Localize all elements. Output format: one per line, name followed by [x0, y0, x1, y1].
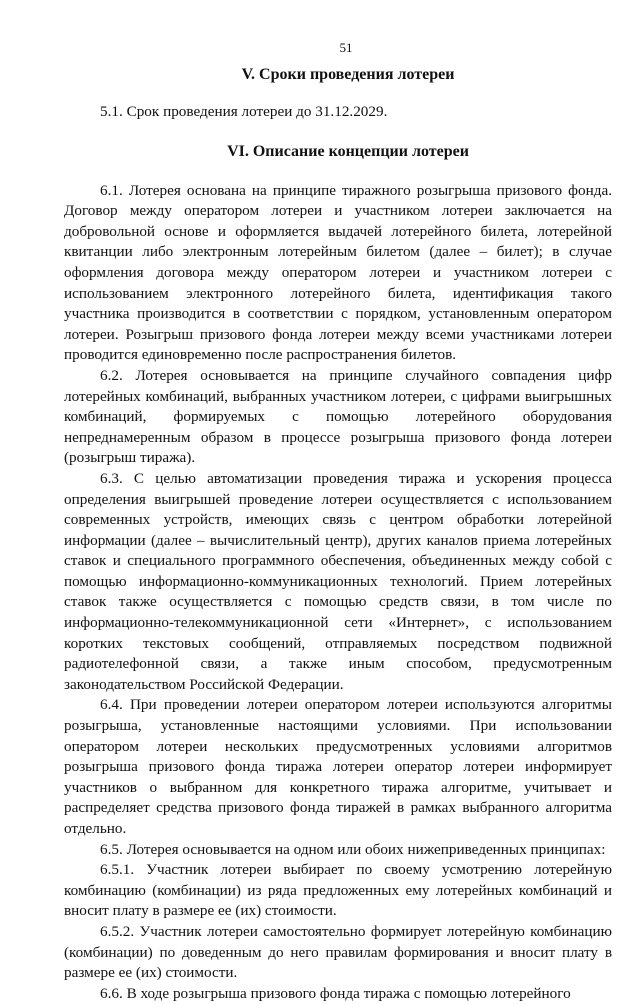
paragraph-6-5-2: 6.5.2. Участник лотереи самостоятельно формирует лотерейную комбинацию (комбинации) по доведенным до него правилам формирования и вносит плату в размере ее (их) стоимости.: [64, 922, 612, 982]
paragraph-6-4: 6.4. При проведении лотереи оператором лотереи используются алгоритмы розыгрыша, установленные настоящими условиями. При использовании оператором лотереи нескольких предусмотренных условиями алгоритмов розыгрыша призового фонда тиража лотереи оператор лотереи информирует участников о выбранном для конкретного тиража алгоритме, учитывает и распределяет средства призового фонда тиражей в рамках выбранного алгоритма отдельно.: [64, 696, 612, 837]
paragraph-5-1: 5.1. Срок проведения лотереи до 31.12.2029.: [100, 103, 388, 120]
paragraph-6-5-1: 6.5.1. Участник лотереи выбирает по своему усмотрению лотерейную комбинацию (комбинации) из ряда предложенных ему лотерейных комбинаций и вносит плату в размере ее (их) стоимости.: [64, 861, 612, 920]
section-v-title: V. Сроки проведения лотереи: [241, 66, 455, 83]
paragraph-6-2: 6.2. Лотерея основывается на принципе случайного совпадения цифр лотерейных комбинаций, выбранных участником лотереи, с цифрами выигрышных комбинаций, формируемых с помощью лотерейного оборудования непреднамеренным образом в процессе розыгрыша призового фонда лотереи (розыгрыш тиража).: [64, 366, 612, 467]
paragraph-6-5: 6.5. Лотерея основывается на одном или обоих нижеприведенных принципах:: [100, 840, 606, 858]
section-vi-title: VI. Описание концепции лотереи: [227, 142, 469, 160]
page-number: 51: [339, 40, 353, 55]
paragraph-6-1: 6.1. Лотерея основана на принципе тиражного розыгрыша призового фонда. Договор между оператором лотереи и участником лотереи заключается на добровольной основе и оформляется выдачей лотерейного билета, лотерейной квитанции либо электронным лотерейным билетом (далее – билет); в случае оформления договора между оператором лотереи и участником лотереи с использованием электронного лотерейного билета, идентификация такого участника производится в соответствии с порядком, установленным оператором лотереи. Розыгрыш призового фонда лотереи между всеми участниками лотереи проводится единовременно после распространения билетов.: [64, 181, 612, 364]
paragraph-6-3: 6.3. С целью автоматизации проведения тиража и ускорения процесса определения выигрышей проведение лотереи осуществляется с использованием современных устройств, имеющих связь с центром обработки лотерейной информации (далее – вычислительный центр), других каналов приема лотерейных ставок и специального программного обеспечения, объединенных между собой с помощью информационно-коммуникационных технологий. Прием лотерейных ставок также осуществляется с помощью средств связи, в том числе по информационно-телекоммуникационной сети «Интернет», с использованием коротких текстовых сообщений, отправляемых посредством подвижной радиотелефонной связи, а также иным способом, предусмотренным законодательством Российской Федерации.: [64, 469, 612, 693]
paragraph-6-6: 6.6. В ходе розыгрыша призового фонда тиража с помощью лотерейного: [100, 984, 571, 1002]
